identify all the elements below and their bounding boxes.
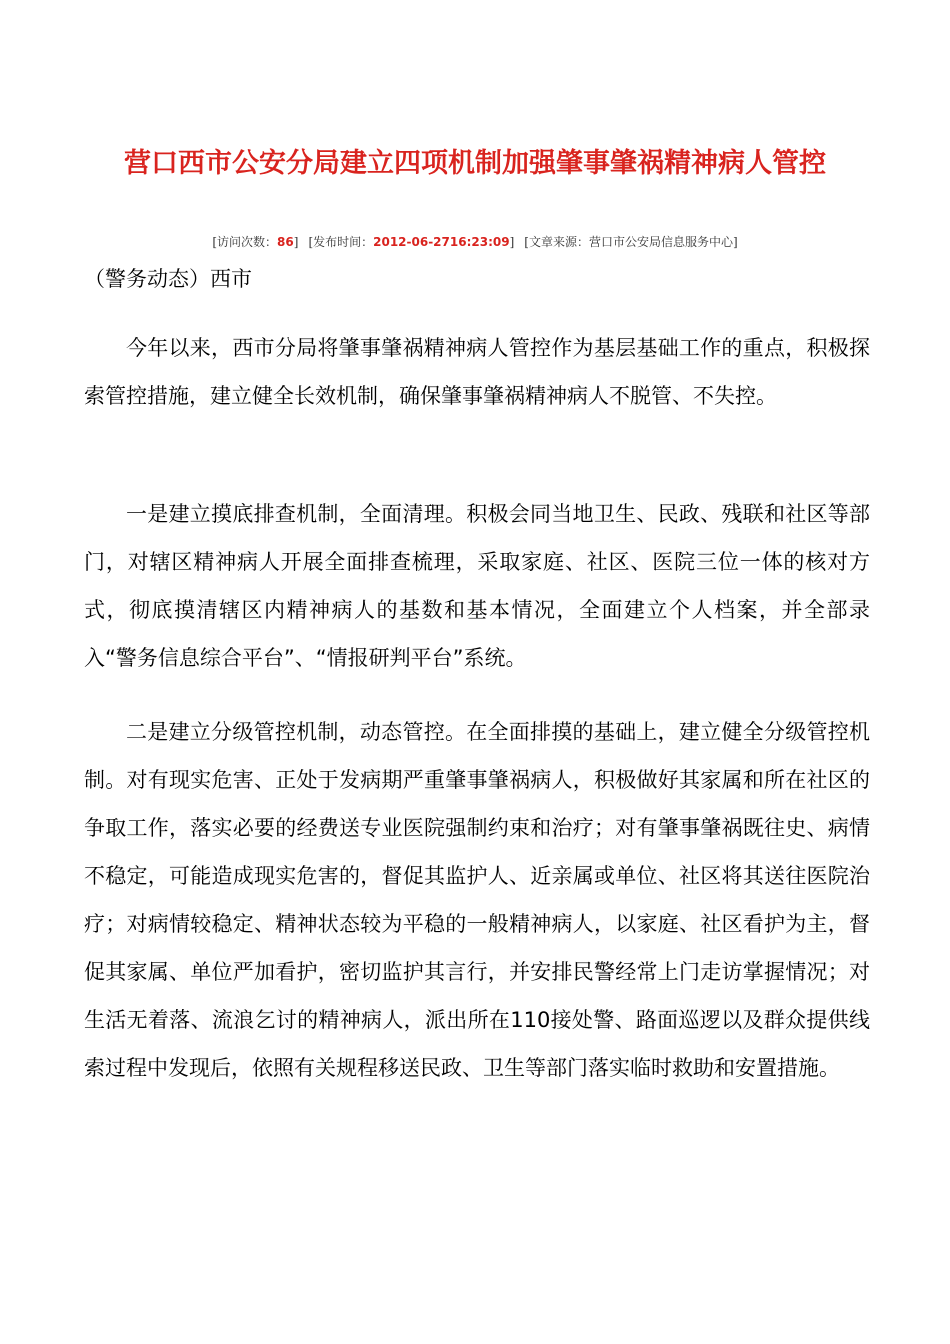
visits-close: ]: [293, 235, 299, 249]
news-category-line: （警务动态）西市: [84, 267, 252, 291]
article-source: [文章来源：营口市公安局信息服务中心]: [524, 235, 738, 249]
article-title: 营口西市公安分局建立四项机制加强肇事肇祸精神病人管控: [124, 148, 826, 180]
visits-count: 86: [277, 235, 294, 249]
paragraph-mechanism-two: 二是建立分级管控机制，动态管控。在全面排摸的基础上，建立健全分级管控机制。对有现实危害、正处于发病期严重肇事肇祸病人，积极做好其家属和所在社区的争取工作，落实必要的经费送专业医院强制约束和治疗；对有肇事肇祸既往史、病情不稳定，可能造成现实危害的，督促其监护人、近亲属或单位、社区将其送往医院治疗；对病情较稳定、精神状态较为平稳的一般精神病人，以家庭、社区看护为主，督促其家属、单位严加看护，密切监护其言行，并安排民警经常上门走访掌握情况；对生活无着落、流浪乞讨的精神病人，派出所在110接处警、路面巡逻以及群众提供线索过程中发现后，依照有关规程移送民政、卫生等部门落实临时救助和安置措施。: [84, 720, 870, 1080]
publish-time-label: [发布时间：: [308, 235, 374, 249]
article-meta: [0, 234, 950, 250]
publish-time: 2012-06-2716:23:09: [373, 235, 510, 249]
paragraph-intro: 今年以来，西市分局将肇事肇祸精神病人管控作为基层基础工作的重点，积极探索管控措施，建立健全长效机制，确保肇事肇祸精神病人不脱管、不失控。: [84, 336, 870, 408]
paragraph-mechanism-one: 一是建立摸底排查机制，全面清理。积极会同当地卫生、民政、残联和社区等部门，对辖区精神病人开展全面排查梳理，采取家庭、社区、医院三位一体的核对方式，彻底摸清辖区内精神病人的基数和基本情况，全面建立个人档案，并全部录入“警务信息综合平台”、“情报研判平台”系统。: [84, 502, 870, 670]
publish-time-close: ]: [509, 235, 515, 249]
visits-label: [访问次数：: [212, 235, 278, 249]
